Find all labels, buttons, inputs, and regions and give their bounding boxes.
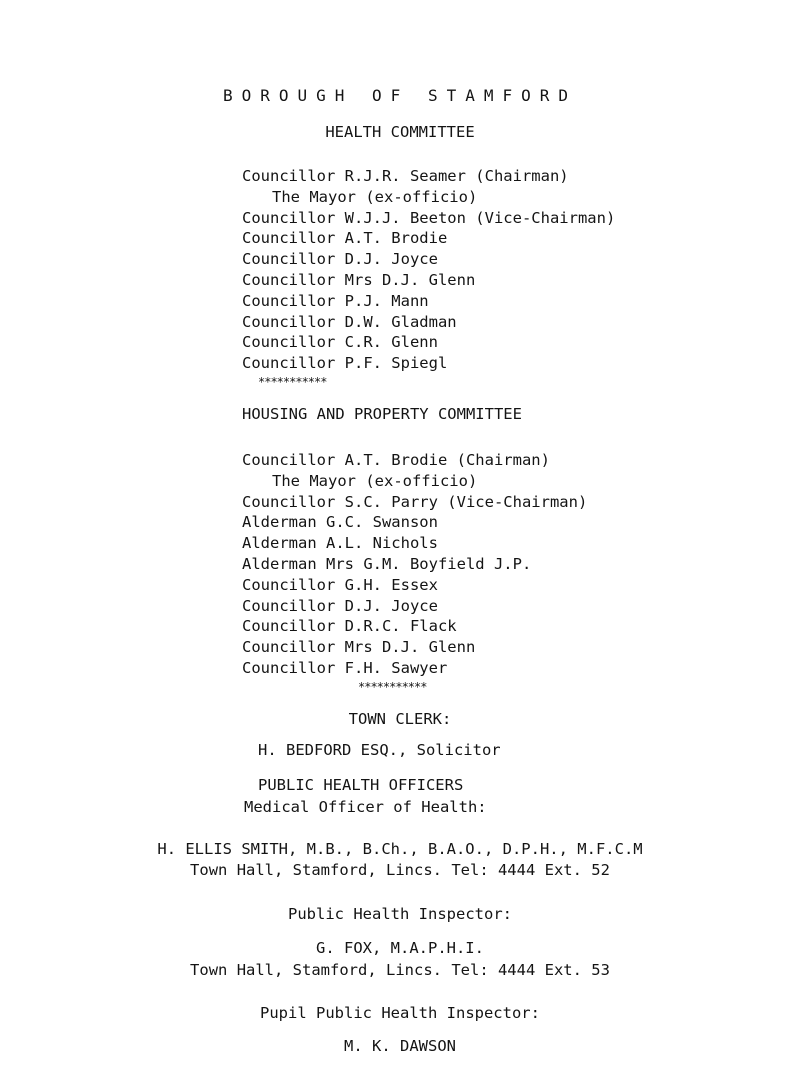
moh-name: H. ELLIS SMITH, M.B., B.Ch., B.A.O., D.P.H., M.F.C.M	[157, 840, 643, 858]
pupil-phi-name: M. K. DAWSON	[344, 1037, 456, 1055]
health-committee-heading: HEALTH COMMITTEE	[325, 123, 475, 141]
list-item: Councillor A.T. Brodie	[242, 229, 448, 248]
list-item: Councillor D.J. Joyce	[242, 596, 438, 615]
list-item: Councillor C.R. Glenn	[242, 333, 438, 352]
list-item: Councillor Mrs D.J. Glenn	[242, 270, 476, 289]
list-item: Councillor D.R.C. Flack	[242, 617, 457, 636]
phi-address: Town Hall, Stamford, Lincs. Tel: 4444 Ext. 53	[190, 961, 610, 979]
moh-title: Medical Officer of Health:	[244, 798, 487, 816]
section-separator: ***********	[258, 375, 327, 389]
list-item: The Mayor (ex-officio)	[272, 187, 478, 206]
phi-name: G. FOX, M.A.P.H.I.	[316, 939, 484, 957]
list-item: The Mayor (ex-officio)	[272, 471, 478, 490]
list-item: Councillor F.H. Sawyer	[242, 658, 448, 677]
list-item: Alderman G.C. Swanson	[242, 513, 438, 532]
pupil-phi-title: Pupil Public Health Inspector:	[260, 1004, 540, 1022]
list-item: Councillor S.C. Parry (Vice-Chairman)	[242, 492, 588, 511]
housing-committee-members	[242, 450, 587, 679]
list-item: Councillor D.J. Joyce	[242, 250, 438, 269]
list-item: Councillor D.W. Gladman	[242, 312, 457, 331]
list-item: Councillor P.J. Mann	[242, 291, 429, 310]
health-committee-members	[242, 166, 615, 374]
list-item: Councillor A.T. Brodie (Chairman)	[242, 451, 550, 469]
borough-title: BOROUGH OF STAMFORD	[222, 86, 578, 105]
town-clerk-heading: TOWN CLERK:	[348, 710, 452, 728]
list-item: Councillor P.F. Spiegl	[242, 354, 448, 373]
list-item: Alderman A.L. Nichols	[242, 534, 438, 553]
list-item: Councillor Mrs D.J. Glenn	[242, 638, 476, 657]
phi-title: Public Health Inspector:	[288, 905, 512, 923]
list-item: Councillor G.H. Essex	[242, 575, 438, 594]
housing-committee-heading: HOUSING AND PROPERTY COMMITTEE	[242, 405, 522, 423]
list-item: Alderman Mrs G.M. Boyfield J.P.	[242, 554, 532, 573]
list-item: Councillor W.J.J. Beeton (Vice-Chairman)	[242, 208, 616, 227]
public-health-officers-heading: PUBLIC HEALTH OFFICERS	[258, 776, 464, 794]
town-clerk-name: H. BEDFORD ESQ., Solicitor	[258, 741, 501, 759]
moh-address: Town Hall, Stamford, Lincs. Tel: 4444 Ext. 52	[190, 861, 610, 879]
section-separator: ***********	[358, 680, 427, 694]
list-item: Councillor R.J.R. Seamer (Chairman)	[242, 167, 569, 185]
